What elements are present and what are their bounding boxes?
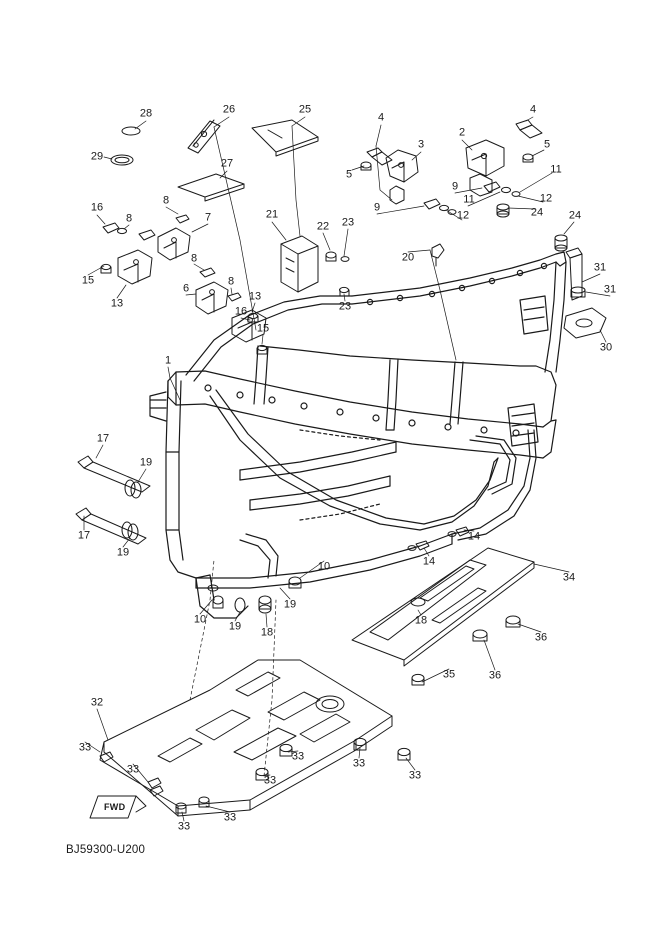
part-22-23-fasteners [326, 252, 349, 296]
part-7-bracket [158, 228, 190, 260]
callout-number: 16 [234, 305, 248, 318]
callout-number: 4 [529, 103, 537, 116]
callout-number: 8 [227, 275, 235, 288]
part-3-bracket-left [386, 150, 418, 204]
collar-24-a [497, 204, 509, 217]
callout-number: 15 [81, 274, 95, 287]
callout-number: 23 [341, 216, 355, 229]
callout-number: 14 [422, 555, 436, 568]
part-29-oring [111, 155, 133, 165]
bolt-31-b [571, 287, 585, 297]
callout-number: 33 [126, 763, 140, 776]
callout-number: 12 [539, 192, 553, 205]
part-28-grommet [122, 127, 140, 135]
callout-number: 16 [90, 201, 104, 214]
callout-number: 10 [317, 560, 331, 573]
callout-number: 17 [96, 432, 110, 445]
callout-number: 21 [265, 208, 279, 221]
bolt-4-left [367, 148, 392, 165]
callout-number: 36 [534, 631, 548, 644]
part-34-skid-plate-right [352, 548, 534, 666]
callout-number: 10 [193, 613, 207, 626]
callout-number: 34 [562, 571, 576, 584]
callout-number: 19 [228, 620, 242, 633]
callout-number: 4 [377, 111, 385, 124]
callout-number: 13 [248, 290, 262, 303]
callout-number: 29 [90, 150, 104, 163]
callout-number: 9 [451, 180, 459, 193]
part-21-guard [281, 236, 318, 292]
callout-number: 23 [338, 300, 352, 313]
callout-number: 19 [116, 546, 130, 559]
callout-number: 31 [603, 283, 617, 296]
callout-number: 5 [543, 138, 551, 151]
callout-number: 5 [345, 168, 353, 181]
collar-24-b [555, 235, 567, 251]
callout-number: 8 [162, 194, 170, 207]
callout-number: 1 [164, 354, 172, 367]
part-27-plate [178, 174, 244, 201]
callout-number: 19 [139, 456, 153, 469]
callout-number: 18 [260, 626, 274, 639]
callout-number: 35 [442, 668, 456, 681]
callout-number: 2 [458, 126, 466, 139]
part-6-bracket [196, 282, 228, 314]
callout-number: 33 [263, 774, 277, 787]
callout-number: 27 [220, 157, 234, 170]
callout-number: 20 [401, 251, 415, 264]
callout-number: 6 [182, 282, 190, 295]
callout-number: 11 [463, 193, 475, 206]
callout-number: 28 [139, 107, 153, 120]
callout-number: 18 [414, 614, 428, 627]
callout-number: 19 [283, 598, 297, 611]
callout-number: 15 [256, 322, 270, 335]
part-30-plate [564, 308, 606, 338]
part-20-fastener [432, 244, 444, 266]
callout-number: 8 [190, 252, 198, 265]
callout-number: 8 [125, 212, 133, 225]
callout-number: 32 [90, 696, 104, 709]
nut-5-left [361, 162, 371, 170]
part-26-bracket [188, 120, 220, 153]
callout-number: 25 [298, 103, 312, 116]
washers-19-left [122, 480, 141, 540]
callout-number: 36 [488, 669, 502, 682]
callout-number: 33 [177, 820, 191, 833]
callout-number: 14 [467, 530, 481, 543]
diagram-part-code: BJ59300-U200 [66, 844, 146, 856]
callout-number: 33 [408, 769, 422, 782]
fwd-label: FWD [104, 802, 126, 812]
callout-number: 17 [77, 529, 91, 542]
nut-5-right [523, 154, 533, 162]
callout-number: 24 [568, 209, 582, 222]
callout-number: 31 [593, 261, 607, 274]
callout-number: 30 [599, 341, 613, 354]
callout-number: 12 [456, 209, 470, 222]
part-32-skid-plate-front [100, 660, 392, 816]
callout-number: 33 [352, 757, 366, 770]
fasteners-35-36 [412, 616, 520, 685]
callout-number: 33 [291, 750, 305, 763]
part-13-bracket-left [118, 250, 152, 284]
callout-number: 13 [110, 297, 124, 310]
callout-number: 26 [222, 103, 236, 116]
callout-number: 22 [316, 220, 330, 233]
main-frame-assembly [150, 252, 566, 618]
callout-number: 33 [223, 811, 237, 824]
callout-number: 33 [78, 741, 92, 754]
callout-number: 7 [204, 211, 212, 224]
callout-number: 9 [373, 201, 381, 214]
part-25-cover-panel [252, 120, 318, 156]
callout-number: 3 [417, 138, 425, 151]
callout-number: 11 [550, 163, 562, 176]
bolts-33 [100, 738, 410, 813]
bolt-4-right [516, 120, 542, 138]
callout-number: 24 [530, 206, 544, 219]
